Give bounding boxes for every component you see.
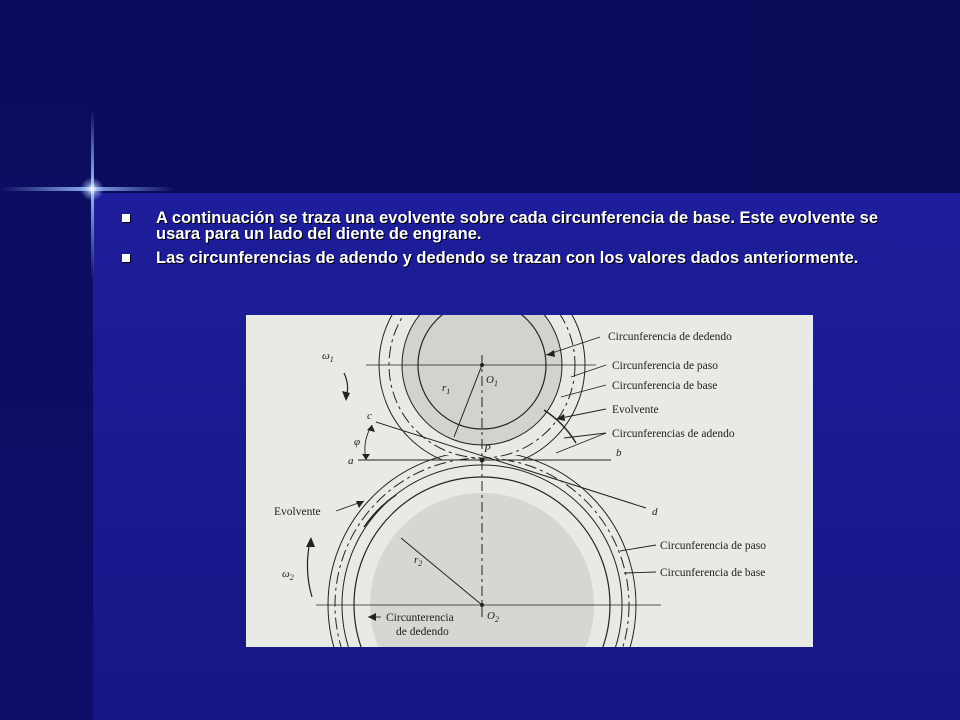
leader-base-bottom <box>624 572 656 573</box>
label-dedendo-bottom-2: de dedendo <box>396 626 449 638</box>
symbol-d: d <box>652 506 658 518</box>
label-evolvente-top: Evolvente <box>612 404 659 416</box>
symbol-phi: φ <box>354 436 361 448</box>
bullet-list <box>118 210 908 274</box>
leader-base-top <box>561 385 606 397</box>
label-evolvente-left: Evolvente <box>274 506 321 518</box>
label-adendo: Circunferencias de adendo <box>612 428 735 440</box>
symbol-a: a <box>348 455 354 467</box>
arrow-head-icon <box>306 537 315 547</box>
bullet-item <box>118 250 908 266</box>
symbol-c: c <box>367 410 372 422</box>
symbol-r2: $r_2$ <box>414 554 423 568</box>
arrow-head-icon <box>342 391 350 401</box>
symbol-omega1: $\omega_1$ <box>322 350 334 364</box>
symbol-b: b <box>616 447 622 459</box>
label-base-bottom: Circunferencia de base <box>660 567 766 579</box>
square-bullet-icon <box>122 254 130 262</box>
center-o2 <box>480 603 484 607</box>
label-dedendo-top: Circunferencia de dedendo <box>608 331 732 343</box>
angle-arrow-icon <box>362 454 370 460</box>
bullet-item <box>118 210 908 242</box>
gear-diagram <box>246 315 813 647</box>
omega2-rotation-arrow <box>307 541 312 597</box>
symbol-o1: $O_1$ <box>486 374 498 388</box>
symbol-o2: $O_2$ <box>487 610 499 624</box>
label-dedendo-bottom-1: Circunterencia <box>386 612 454 624</box>
center-o1 <box>480 363 484 367</box>
square-bullet-icon <box>122 214 130 222</box>
gear-diagram-figure <box>246 315 813 647</box>
symbol-p: P <box>484 443 491 455</box>
light-flare-icon <box>80 177 104 201</box>
bullet-text: Las circunferencias de adendo y dedendo se trazan con los valores dados anteriormente. <box>156 249 859 267</box>
top-dark-band <box>0 0 960 193</box>
label-paso-top: Circunferencia de paso <box>612 360 719 372</box>
angle-arrow-icon <box>367 425 375 432</box>
leader-paso-top <box>571 365 606 377</box>
bullet-text: A continuación se traza una evolvente sobre cada circunferencia de base. Este evolvente se usara para un lado del diente de engrane. <box>156 209 879 243</box>
label-paso-bottom: Circunferencia de paso <box>660 540 767 552</box>
pitch-point <box>480 458 485 463</box>
symbol-omega2: $\omega_2$ <box>282 568 294 582</box>
label-base-top: Circunferencia de base <box>612 380 718 392</box>
symbol-r1: $r_1$ <box>442 382 451 396</box>
left-dark-band <box>0 0 93 720</box>
